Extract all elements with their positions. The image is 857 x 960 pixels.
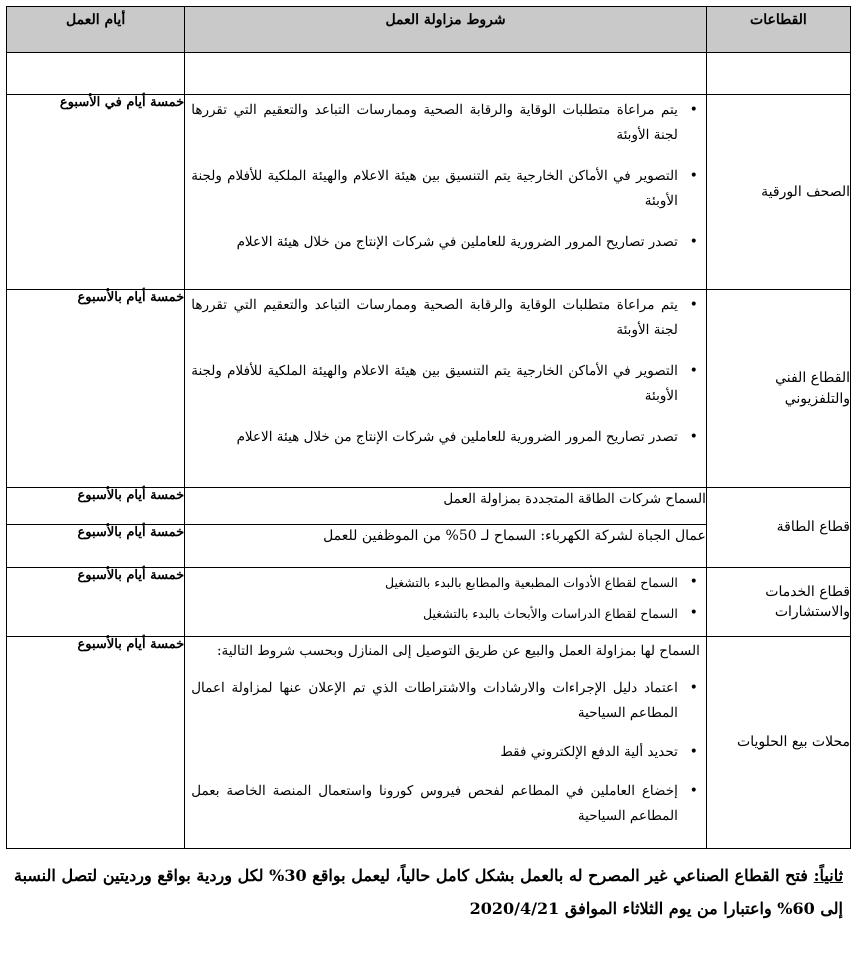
conditions-services	[185, 568, 707, 637]
header-sectors: القطاعات	[706, 7, 850, 53]
table-row-energy-1	[7, 488, 851, 525]
footer-text: فتح القطاع الصناعي غير المصرح له بالعمل بشكل كامل حالياً، ليعمل بواقع 30% لكل وردية بواقع ورديتين لتصل النسبة إلى 60% واعتبارا من يوم الثلاثاء الموافق 2020/4/21	[14, 866, 843, 918]
conditions-press	[185, 95, 707, 290]
days-sweets: خمسة أيام بالأسبوع	[7, 637, 185, 849]
table-row-press	[7, 95, 851, 290]
list-item: • السماح لقطاع الدراسات والأبحاث بالبدء بالتشغيل	[191, 601, 678, 626]
days-tv: خمسة أيام بالأسبوع	[7, 290, 185, 488]
list-item: • تصدر تصاريح المرور الضرورية للعاملين في شركات الإنتاج من خلال هيئة الاعلام	[191, 425, 678, 450]
list-item: • يتم مراعاة متطلبات الوقاية والرقابة الصحية وممارسات التباعد والتعقيم التي تقررها لجنة الأوبئة	[191, 98, 678, 148]
list-item: • يتم مراعاة متطلبات الوقاية والرقابة الصحية وممارسات التباعد والتعقيم التي تقررها لجنة الأوبئة	[191, 293, 678, 343]
footer-label: ثانياً:	[813, 866, 844, 885]
list-item: • التصوير في الأماكن الخارجية يتم التنسيق بين هيئة الاعلام والهيئة الملكية للأفلام ولجنة الأوبئة	[191, 359, 678, 409]
sweets-intro: السماح لها بمزاولة العمل والبيع عن طريق التوصيل إلى المنازل وبحسب شروط التالية:	[217, 643, 700, 659]
conditions-energy-1: السماح شركات الطاقة المتجددة بمزاولة العمل	[185, 488, 707, 525]
sectors-table	[6, 6, 851, 849]
list-item: • التصوير في الأماكن الخارجية يتم التنسيق بين هيئة الاعلام والهيئة الملكية للأفلام ولجنة الأوبئة	[191, 164, 678, 214]
list-item: • تصدر تصاريح المرور الضرورية للعاملين في شركات الإنتاج من خلال هيئة الاعلام	[191, 230, 678, 255]
days-energy-2: خمسة أيام بالأسبوع	[7, 525, 185, 568]
footer-paragraph	[6, 854, 851, 925]
list-item: • تحديد ألية الدفع الإلكتروني فقط	[191, 740, 678, 765]
table-row-sweets	[7, 637, 851, 849]
table-row-tv	[7, 290, 851, 488]
list-item: • إخضاع العاملين في المطاعم لفحص فيروس كورونا واستعمال المنصة الخاصة بعمل المطاعم السياحية	[191, 779, 678, 829]
days-services: خمسة أيام بالأسبوع	[7, 568, 185, 637]
list-item: • اعتماد دليل الإجراءات والارشادات والاشتراطات الذي تم الإعلان عنها لمزاولة اعمال المطاعم السياحية	[191, 676, 678, 726]
conditions-sweets	[185, 637, 707, 849]
conditions-tv	[185, 290, 707, 488]
sector-sweets: محلات بيع الحلويات	[706, 637, 850, 849]
days-press: خمسة أيام في الأسبوع	[7, 95, 185, 290]
table-row-services	[7, 568, 851, 637]
sector-energy: قطاع الطاقة	[706, 488, 850, 568]
sector-tv: القطاع الفني والتلفزيوني	[706, 290, 850, 488]
conditions-energy-2: عمال الجباة لشركة الكهرباء: السماح لـ 50% من الموظفين للعمل	[185, 525, 707, 568]
empty-row	[7, 53, 851, 95]
sector-press: الصحف الورقية	[706, 95, 850, 290]
sector-services: قطاع الخدمات والاستشارات	[706, 568, 850, 637]
table-header-row	[7, 7, 851, 53]
days-energy-1: خمسة أيام بالأسبوع	[7, 488, 185, 525]
header-work-days: أيام العمل	[7, 7, 185, 53]
list-item: • السماح لقطاع الأدوات المطبعية والمطابع بالبدء بالتشغيل	[191, 570, 678, 595]
header-conditions: شروط مزاولة العمل	[185, 7, 707, 53]
